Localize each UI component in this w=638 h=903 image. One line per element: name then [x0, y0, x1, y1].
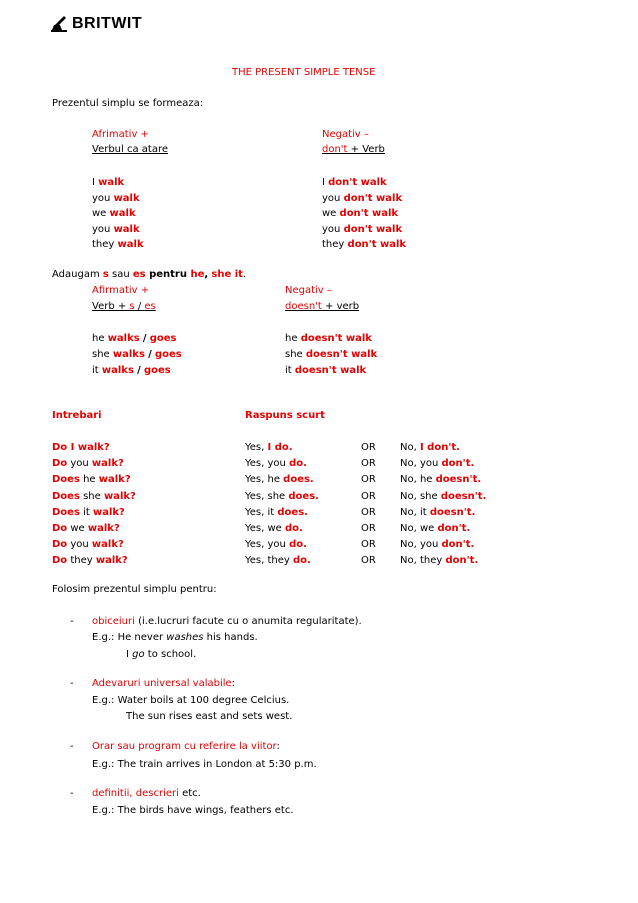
yes: Yes, we — [245, 523, 286, 534]
yes: Yes, they — [245, 555, 294, 567]
use-rest: (i.e.lucruri facute cu o anumita regularitate). — [134, 616, 362, 627]
short-no — [400, 473, 481, 486]
or-label: OR — [361, 442, 376, 453]
aux: don't. — [427, 442, 460, 453]
aux: does. — [288, 490, 319, 502]
pronoun: you — [322, 192, 341, 204]
aux: Does — [52, 490, 80, 502]
or-label: OR — [361, 539, 376, 551]
negative-verb: don't walk — [347, 239, 407, 250]
short-yes — [245, 506, 308, 519]
aux: do. — [293, 555, 311, 567]
affirmative-row — [92, 223, 140, 236]
example-2 — [126, 710, 292, 723]
short-no — [400, 441, 460, 454]
example-1 — [92, 631, 258, 644]
pronoun: he — [285, 333, 298, 344]
no: No, she — [400, 490, 441, 502]
use-dash: - — [70, 741, 74, 752]
pronoun: I — [322, 177, 325, 188]
short-yes — [245, 490, 319, 503]
or-label: OR — [361, 555, 376, 567]
affirmative-row-s — [92, 348, 182, 361]
verb: walk? — [98, 474, 131, 486]
short-yes — [245, 473, 314, 486]
verb: walk — [113, 192, 140, 204]
aux: does. — [277, 506, 308, 518]
use-label: Adevaruri universal valabile — [92, 678, 232, 689]
aux: doesn't. — [440, 490, 487, 502]
short-yes — [245, 457, 307, 470]
question — [52, 457, 124, 470]
verb: walk? — [91, 539, 124, 551]
uses-intro: Folosim prezentul simplu pentru: — [52, 584, 217, 595]
aux: don't. — [441, 539, 475, 551]
example-text: E.g.: He never — [92, 632, 167, 643]
negative-row — [322, 223, 402, 236]
pronoun: she — [79, 490, 104, 502]
use-item — [92, 677, 235, 690]
negative-verb: don't walk — [328, 177, 387, 188]
negative-row-s — [285, 332, 372, 345]
example-verb: washes — [166, 632, 204, 643]
affirmative-row — [92, 238, 144, 251]
verb-s: walks — [101, 365, 134, 376]
slash: / — [142, 333, 147, 344]
negative-row — [322, 207, 398, 220]
pronoun: he — [92, 333, 105, 344]
short-no — [400, 457, 474, 470]
aux: Does — [52, 474, 80, 486]
aux: don't. — [441, 458, 475, 470]
example-text: to school. — [144, 649, 197, 660]
use-label: Orar sau program cu referire la viitor — [92, 741, 277, 752]
example-text: E.g.: The birds have wings, feathers etc. — [92, 805, 294, 816]
use-label: obiceiuri — [92, 616, 135, 627]
no: No, you — [400, 539, 442, 551]
questions-header: Intrebari — [52, 410, 102, 421]
page-title: THE PRESENT SIMPLE TENSE — [232, 67, 376, 78]
use-item — [92, 787, 201, 800]
pen-book-icon — [50, 15, 70, 33]
negative-verb: doesn't walk — [300, 333, 372, 344]
use-dash: - — [70, 788, 74, 799]
verb: walk — [109, 208, 136, 219]
verb: walk? — [95, 555, 128, 567]
question — [52, 441, 110, 454]
use-item — [92, 740, 280, 753]
use-dash: - — [70, 616, 74, 627]
verb-es: goes — [149, 333, 177, 344]
question — [52, 490, 136, 503]
short-no — [400, 506, 475, 519]
or-label: OR — [361, 458, 376, 470]
slash: / — [148, 349, 152, 360]
or-label: OR — [361, 490, 376, 502]
or-label: OR — [361, 523, 376, 534]
example-text: E.g.: Water boils at 100 degree Celcius. — [92, 695, 290, 706]
slash: / — [137, 365, 141, 376]
aux: do. — [285, 523, 303, 534]
pronoun: it — [92, 365, 99, 376]
affirmative-rule-2: Verb + s / es — [92, 301, 156, 312]
no: No, we — [400, 523, 438, 534]
negative-header-1: Negativ – — [322, 129, 369, 140]
aux: Does — [52, 506, 80, 518]
verb: walk — [98, 177, 125, 188]
aux: Do — [52, 555, 68, 567]
verb: walk? — [103, 490, 136, 502]
rule-add-s-es: Adaugam s sau es pentru he, she it. — [52, 269, 247, 280]
or-label: OR — [361, 474, 376, 486]
intro-text: Prezentul simplu se formeaza: — [52, 98, 204, 109]
short-yes — [245, 554, 311, 567]
pronoun: I — [267, 442, 275, 453]
affirmative-row — [92, 192, 140, 205]
aux: Do — [52, 539, 68, 551]
pronoun: we — [92, 208, 107, 219]
example-2 — [126, 648, 196, 661]
aux: does. — [283, 474, 314, 486]
verb-s: walks — [112, 349, 145, 360]
verb-es: goes — [143, 365, 171, 376]
use-dash: - — [70, 678, 74, 689]
negative-row — [322, 176, 387, 189]
yes: Yes, it — [245, 506, 278, 518]
example-text: I — [126, 649, 133, 660]
aux: doesn't. — [435, 474, 482, 486]
negative-rule-2: doesn't + verb — [285, 301, 360, 312]
question — [52, 506, 125, 519]
yes: Yes, — [245, 442, 268, 453]
short-answer-header: Raspuns scurt — [245, 410, 325, 421]
verb: walk — [113, 223, 140, 235]
pronoun: he — [79, 474, 99, 486]
verb: walk? — [92, 506, 125, 518]
no: No, it — [400, 506, 430, 518]
negative-verb: doesn't walk — [305, 349, 378, 360]
pronoun: she — [92, 349, 110, 360]
aux: Do — [52, 458, 68, 470]
affirmative-row — [92, 176, 124, 189]
no: No, — [400, 442, 420, 453]
pronoun: we — [322, 208, 337, 219]
pronoun: they — [322, 239, 345, 250]
pronoun: it — [79, 506, 93, 518]
example-text: The sun rises east and sets west. — [126, 711, 293, 722]
yes: Yes, she — [245, 490, 289, 502]
use-rest: etc. — [178, 788, 201, 799]
verb-s: walks — [107, 333, 140, 344]
example-text: his hands. — [203, 632, 258, 643]
short-no — [400, 522, 470, 535]
pronoun: we — [67, 523, 88, 534]
affirmative-header-1: Afrimativ + — [92, 129, 149, 140]
pronoun: you — [67, 539, 92, 551]
negative-verb: don't walk — [343, 223, 403, 235]
no: No, they — [400, 555, 446, 567]
pronoun: it — [285, 365, 292, 376]
negative-verb: doesn't walk — [294, 365, 367, 376]
aux: don't. — [445, 555, 479, 567]
negative-row-s — [285, 364, 366, 377]
aux: doesn't. — [429, 506, 476, 518]
verb: walk? — [91, 458, 124, 470]
pronoun: you — [92, 223, 111, 235]
negative-rule-1: don't + Verb — [322, 144, 385, 155]
short-no — [400, 554, 478, 567]
negative-header-2: Negativ – — [285, 285, 332, 296]
negative-verb: don't walk — [339, 208, 399, 219]
use-rest: : — [231, 678, 236, 689]
pronoun: they — [92, 239, 115, 250]
use-rest: : — [276, 741, 280, 752]
yes: Yes, you — [245, 539, 290, 551]
pronoun: they — [67, 555, 96, 567]
question — [52, 522, 120, 535]
aux: Do — [52, 523, 68, 534]
negative-verb: don't walk — [343, 192, 403, 204]
affirmative-row — [92, 207, 136, 220]
example-verb: go — [132, 649, 145, 660]
logo-text: BRITWIT — [72, 15, 143, 32]
use-label: definitii, descrieri — [92, 788, 179, 799]
verb-es: goes — [154, 349, 182, 360]
verb: walk? — [77, 442, 110, 453]
pronoun: you — [92, 192, 111, 204]
pronoun: I — [92, 177, 95, 188]
pronoun: I — [67, 442, 78, 453]
short-no — [400, 490, 486, 503]
example-1 — [92, 804, 294, 817]
affirmative-row-s — [92, 364, 171, 377]
pronoun: I — [419, 442, 428, 453]
pronoun: she — [285, 349, 303, 360]
example-1 — [92, 694, 289, 707]
negative-row — [322, 192, 402, 205]
verb: walk? — [87, 523, 120, 534]
aux: do. — [289, 458, 307, 470]
use-item — [92, 615, 362, 628]
yes: Yes, he — [245, 474, 284, 486]
verb: walk — [117, 239, 144, 250]
negative-row-s — [285, 348, 377, 361]
no: No, you — [400, 458, 442, 470]
yes: Yes, you — [245, 458, 290, 470]
question — [52, 473, 131, 486]
or-label: OR — [361, 506, 376, 518]
affirmative-rule-1: Verbul ca atare — [92, 144, 168, 155]
aux: Do — [52, 442, 68, 453]
aux: don't. — [437, 523, 471, 534]
short-yes — [245, 538, 307, 551]
aux: do. — [274, 442, 293, 453]
short-no — [400, 538, 474, 551]
aux: do. — [289, 539, 307, 551]
no: No, he — [400, 474, 436, 486]
question — [52, 554, 128, 567]
pronoun: you — [322, 223, 341, 235]
example-text: E.g.: The train arrives in London at 5:30 p.m. — [92, 759, 317, 770]
negative-row — [322, 238, 406, 251]
britwit-logo — [50, 14, 142, 34]
short-yes — [245, 441, 293, 454]
affirmative-header-2: Afirmativ + — [92, 285, 150, 296]
short-yes — [245, 522, 303, 535]
question — [52, 538, 124, 551]
pronoun: you — [67, 458, 92, 470]
affirmative-row-s — [92, 332, 177, 345]
example-1 — [92, 758, 317, 771]
